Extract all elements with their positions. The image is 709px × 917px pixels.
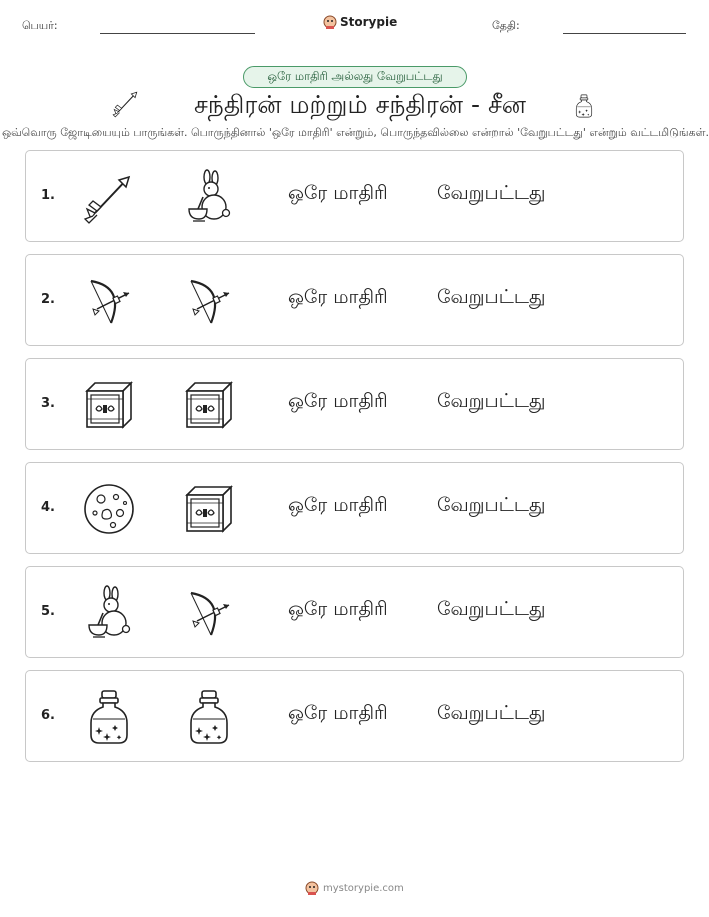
question-number: 6. [41, 708, 55, 723]
potion-icon [572, 90, 596, 122]
option-same[interactable]: ஒரே மாதிரி [288, 702, 388, 724]
storypie-logo-icon [305, 880, 319, 896]
question-list [25, 150, 684, 774]
bow-icon [181, 273, 237, 329]
instructions [0, 126, 709, 144]
rabbit-icon [81, 585, 137, 641]
question-number: 3. [41, 396, 55, 411]
question-number: 4. [41, 500, 55, 515]
name-label: பெயர்: [22, 19, 58, 32]
question-row [25, 358, 684, 450]
date-label: தேதி: [492, 19, 520, 32]
potion-icon [181, 689, 237, 745]
worksheet-header [0, 0, 709, 40]
date-input-line[interactable] [563, 33, 686, 34]
question-row [25, 254, 684, 346]
question-row [25, 150, 684, 242]
bow-icon [81, 273, 137, 329]
chest-icon [181, 377, 237, 433]
option-same[interactable]: ஒரே மாதிரி [288, 598, 388, 620]
moon-icon [81, 481, 137, 537]
option-different[interactable]: வேறுபட்டது [437, 286, 546, 308]
rabbit-icon [181, 169, 237, 225]
question-row [25, 462, 684, 554]
footer [305, 880, 404, 896]
potion-icon [81, 689, 137, 745]
chest-icon [181, 481, 237, 537]
name-input-line[interactable] [100, 33, 255, 34]
option-same[interactable]: ஒரே மாதிரி [288, 286, 388, 308]
question-row [25, 566, 684, 658]
option-same[interactable]: ஒரே மாதிரி [288, 390, 388, 412]
question-number: 5. [41, 604, 55, 619]
instructions-text: ஒவ்வொரு ஜோடியையும் பாருங்கள். பொருந்தினால் 'ஒரே மாதிரி' என்றும், பொருந்தவில்லை என்றால் 'வேறுபட்டது' என்றும் வட்டமிடுங்கள். [1, 126, 709, 139]
option-different[interactable]: வேறுபட்டது [437, 494, 546, 516]
worksheet-type-badge: ஒரே மாதிரி அல்லது வேறுபட்டது [243, 66, 467, 88]
page-title: சந்திரன் மற்றும் சந்திரன் - சீன [193, 89, 527, 119]
option-different[interactable]: வேறுபட்டது [437, 702, 546, 724]
question-row [25, 670, 684, 762]
brand [323, 14, 397, 30]
question-number: 2. [41, 292, 55, 307]
option-same[interactable]: ஒரே மாதிரி [288, 494, 388, 516]
option-different[interactable]: வேறுபட்டது [437, 598, 546, 620]
brand-name: Storypie [340, 15, 398, 29]
option-same[interactable]: ஒரே மாதிரி [288, 182, 388, 204]
chest-icon [81, 377, 137, 433]
footer-url: mystorypie.com [323, 882, 404, 894]
option-different[interactable]: வேறுபட்டது [437, 390, 546, 412]
storypie-logo-icon [323, 14, 337, 30]
bow-icon [181, 585, 237, 641]
arrow-icon [111, 88, 141, 118]
arrow-icon [81, 169, 137, 225]
option-different[interactable]: வேறுபட்டது [437, 182, 546, 204]
question-number: 1. [41, 188, 55, 203]
